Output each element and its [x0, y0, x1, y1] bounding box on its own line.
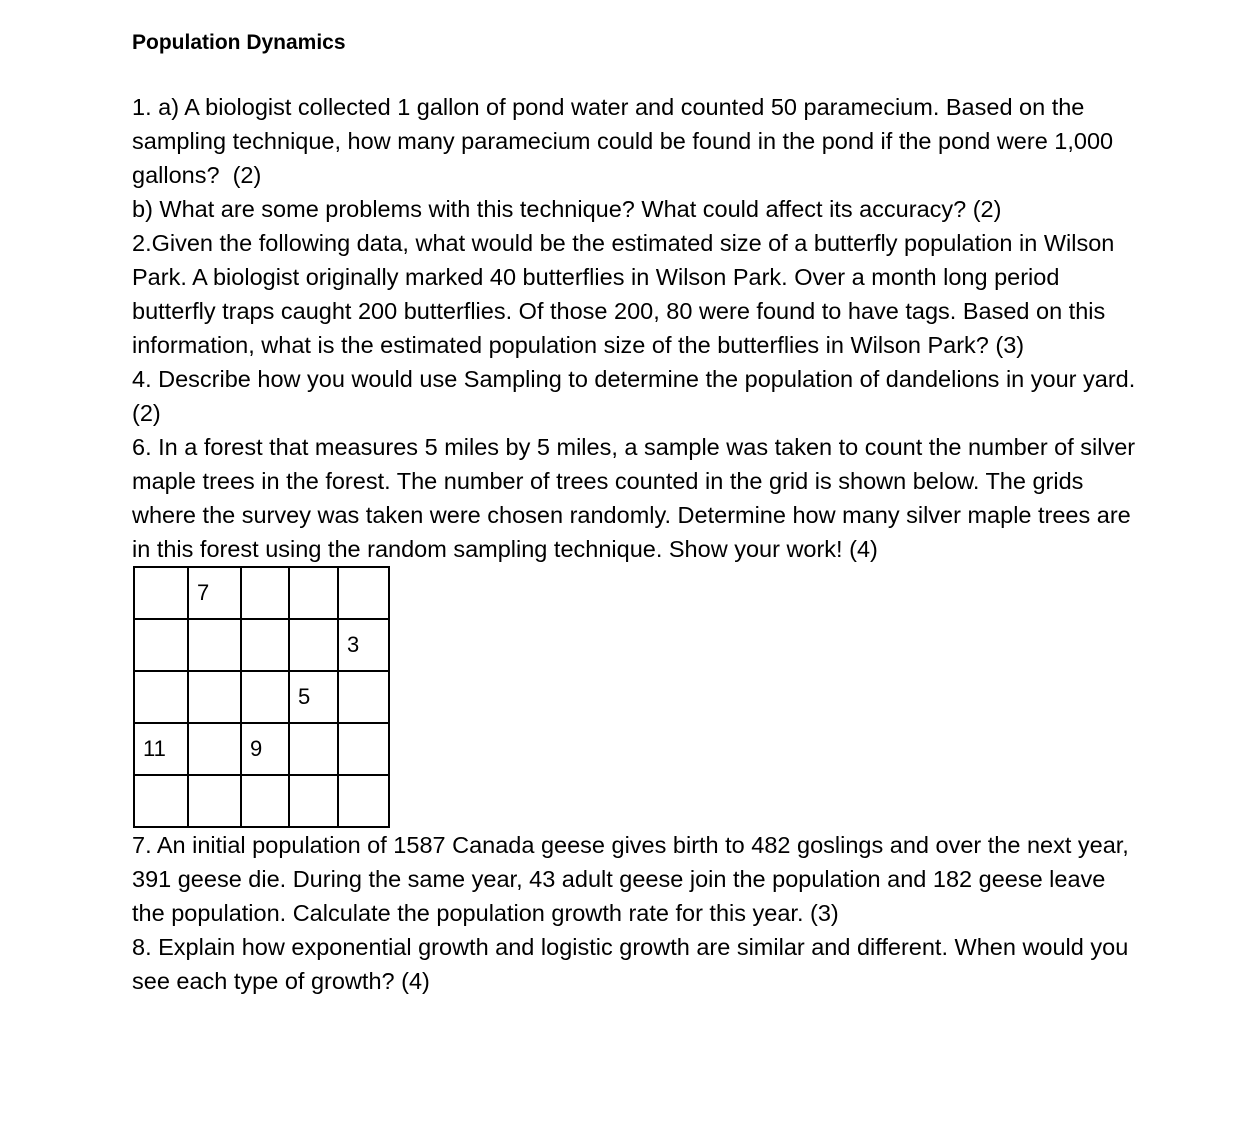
grid-cell [188, 723, 241, 775]
grid-cell [241, 567, 289, 619]
grid-cell [134, 567, 188, 619]
grid-row [134, 775, 389, 827]
grid-cell: 7 [188, 567, 241, 619]
grid-cell [241, 775, 289, 827]
grid-row [134, 671, 389, 723]
grid-cell: 9 [241, 723, 289, 775]
question-4: 4. Describe how you would use Sampling to determine the population of dandelions in your yard. (2) [132, 366, 1136, 426]
grid-row [134, 723, 389, 775]
grid-cell [134, 775, 188, 827]
document-title: Population Dynamics [132, 31, 346, 54]
grid-row [134, 567, 389, 619]
grid-cell [338, 671, 389, 723]
question-7: 7. An initial population of 1587 Canada geese gives birth to 482 goslings and over the next year, 391 geese die. During the same year, 43 adult geese join the population and 182 geese leave the population. Calculate the population growth rate for this year. (3) [132, 832, 1129, 926]
grid-cell [241, 671, 289, 723]
question-8: 8. Explain how exponential growth and logistic growth are similar and different. When would you see each type of growth? (4) [132, 934, 1129, 994]
grid-cell [241, 619, 289, 671]
grid-cell [289, 775, 338, 827]
grid-cell [188, 619, 241, 671]
grid-cell [338, 567, 389, 619]
grid-cell [338, 723, 389, 775]
grid-cell [134, 671, 188, 723]
grid-cell [289, 567, 338, 619]
grid-cell [338, 775, 389, 827]
sampling-grid-table [133, 566, 390, 828]
grid-row [134, 619, 389, 671]
question-2: 2.Given the following data, what would be the estimated size of a butterfly population in Wilson Park. A biologist originally marked 40 butterflies in Wilson Park. Over a month long period butterfly traps caught 200 butterflies. Of those 200, 80 were found to have tags. Based on this information, what is the estimated population size of the butterflies in Wilson Park? (3) [132, 230, 1115, 358]
question-6: 6. In a forest that measures 5 miles by 5 miles, a sample was taken to count the number of silver maple trees in the forest. The number of trees counted in the grid is shown below. The grids where the survey was taken were chosen randomly. Determine how many silver maple trees are in this forest using the random sampling technique. Show your work! (4) [132, 434, 1136, 562]
grid-cell [289, 619, 338, 671]
grid-cell: 5 [289, 671, 338, 723]
grid-cell: 3 [338, 619, 389, 671]
grid-cell [134, 619, 188, 671]
grid-cell [188, 671, 241, 723]
document-page [132, 30, 1142, 998]
grid-cell [188, 775, 241, 827]
grid-cell [289, 723, 338, 775]
question-1a: 1. a) A biologist collected 1 gallon of pond water and counted 50 paramecium. Based on the sampling technique, how many paramecium could be found in the pond if the pond were 1,000 gallons? (2) [132, 94, 1114, 188]
question-1b: b) What are some problems with this technique? What could affect its accuracy? (2) [132, 196, 1002, 222]
grid-cell: 11 [134, 723, 188, 775]
